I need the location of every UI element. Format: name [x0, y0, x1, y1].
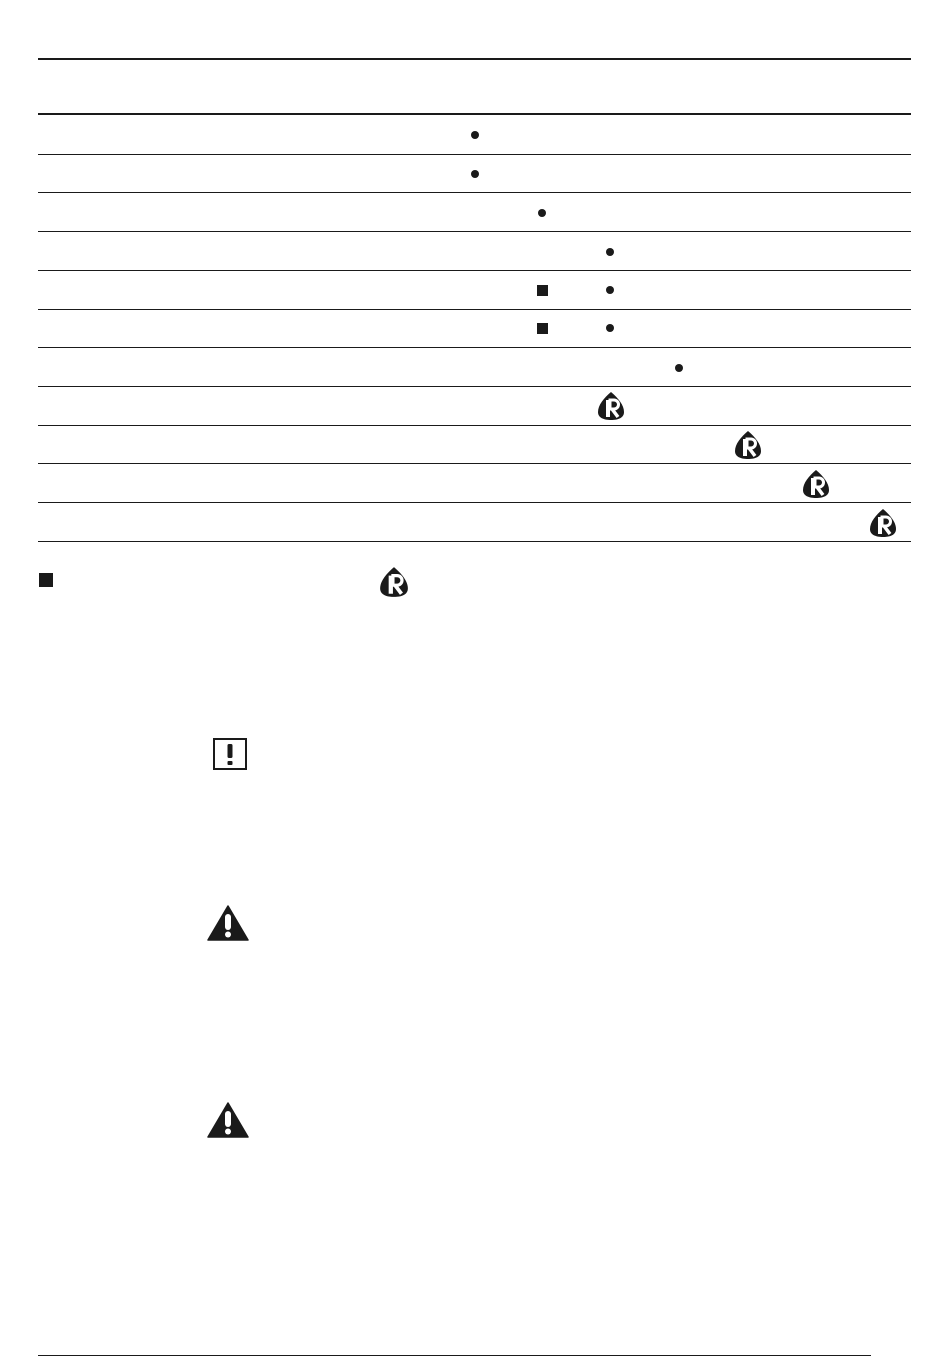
dot-mark: [606, 248, 614, 256]
r-logo-icon: [733, 430, 763, 460]
square-mark: [537, 285, 548, 296]
r-logo-icon: [596, 391, 626, 421]
row-divider: [38, 231, 911, 232]
footer-rule: [38, 1355, 871, 1356]
table-bottom-rule: [38, 541, 911, 542]
row-divider: [38, 463, 911, 464]
row-divider: [38, 502, 911, 503]
row-divider: [38, 192, 911, 193]
row-divider: [38, 154, 911, 155]
r-logo-icon: [868, 508, 898, 538]
table-header-rule: [38, 113, 911, 115]
dot-mark: [675, 364, 683, 372]
warning-triangle-icon: [207, 1102, 249, 1138]
row-divider: [38, 309, 911, 310]
dot-mark: [471, 170, 479, 178]
dot-mark: [606, 286, 614, 294]
row-divider: [38, 386, 911, 387]
exclamation-box-icon: [213, 738, 247, 770]
r-logo-icon: [378, 566, 410, 598]
row-divider: [38, 270, 911, 271]
row-divider: [38, 347, 911, 348]
dot-mark: [606, 324, 614, 332]
filled-square-icon: [39, 573, 53, 587]
warning-triangle-icon: [207, 905, 249, 941]
r-logo-icon: [801, 469, 831, 499]
table-top-rule: [38, 58, 911, 60]
square-mark: [537, 323, 548, 334]
row-divider: [38, 425, 911, 426]
dot-mark: [538, 209, 546, 217]
dot-mark: [471, 131, 479, 139]
